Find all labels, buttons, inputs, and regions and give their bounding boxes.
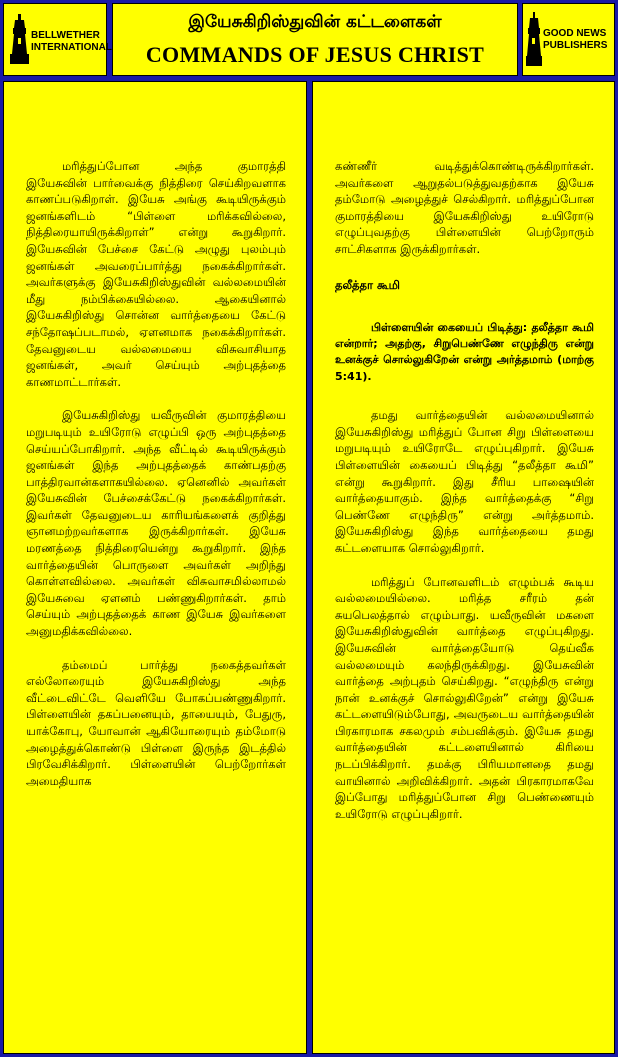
right-continuation-paragraph: கண்ணீர் வடித்துக்கொண்டிருக்கிறார்கள். அவர்களை ஆறுதல்படுத்துவதற்காக இயேசு தம்மோடு அழைத்துச் செல்கிறார். மரித்துப்போன குமாரத்தியை இயேசுகிறிஸ்து உயிரோடு எழுப்புவதற்கு பிள்ளையின் பெற்றோரும் சாட்சிகளாக இருக்கிறார்கள். [335, 159, 594, 256]
left-paragraph-3: தம்மைப் பார்த்து நகைத்தவர்கள் எல்லோரையும் இயேசுகிறிஸ்து அந்த வீட்டைவிட்டே வெளியே போகப்பண்ணுகிறார். பிள்ளையின் தகப்பனையும், தாயையும், பேதுரு, யாக்கோபு, யோவான் ஆகியோரையும் தம்மோடு அழைத்துக்கொண்டு பிள்ளை இருந்த இடத்தில் பிரவேசிக்கிறார். பிள்ளையின் பெற்றோர்கள் அமைதியாக [26, 657, 286, 788]
left-column [3, 81, 307, 1054]
publisher-logo-left [3, 3, 112, 76]
logo-right-line1: GOOD NEWS [543, 28, 607, 39]
left-paragraph-2: இயேசுகிறிஸ்து யவீருவின் குமாரத்தியை மறுபடியும் உயிரோடு எழுப்பி ஒரு அற்புதத்தை செய்யப்போகிறார். அந்த வீட்டில் கூடியிருக்கும் ஜனங்கள் இந்த அற்புதத்தைக் காண்பதற்கு பாத்திரவான்களாகயில்லை. ஏனெனில் அவர்கள் இயேசுவின் பேச்சைக்கேட்டு நகைக்கிறார்கள். இவர்கள் தேவனுடைய காரியங்களைக் குறித்து ஞானமற்றவர்களாக இருக்கிறார்கள். இயேசு மரணத்தை நித்திரையென்று கூறுகிறார். இந்த வார்த்தையின் பொருளை அவர்கள் அறிந்து கொள்ளவில்லை. அவர்கள் விசுவாசமில்லாமல் இயேசுவை ஏளனம் பண்ணுகிறார்கள். தாம் செய்யும் அற்புதத்தைக் காண இயேசு இவர்களை அனுமதிக்கவில்லை. [26, 408, 286, 639]
right-column [312, 81, 615, 1054]
section-heading: தலீத்தா கூமி [335, 277, 400, 292]
title-english: COMMANDS OF JESUS CHRIST [145, 42, 485, 67]
publisher-logo-right [522, 3, 615, 76]
tower-icon [10, 14, 30, 66]
logo-left-line1: BELLWETHER [31, 30, 100, 41]
right-paragraph-1: தமது வார்த்தையின் வல்லமையினால் இயேசுகிறிஸ்து மரித்துப் போன சிறு பிள்ளையை மறுபடியும் உயிரோடே எழுப்புகிறார். இயேசு பிள்ளையின் கையைப் பிடித்து “தலீத்தா கூமி” என்று கூறுகிறார். இது சீரிய பாஷையின் வார்த்தையாகும். இந்த வார்த்தைக்கு “சிறு பெண்ணே எழுந்திரு” என்று அர்த்தமாம். இயேசுகிறிஸ்து இந்த வார்த்தையை தமது கட்டளையாக சொல்லுகிறார். [335, 408, 594, 555]
page-header [112, 3, 518, 76]
logo-left-line2: INTERNATIONAL [31, 42, 112, 53]
tower-icon [526, 12, 542, 68]
title-tamil: இயேசுகிறிஸ்துவின் கட்டளைகள் [188, 12, 442, 32]
left-paragraph-1: மரித்துப்போன அந்த குமாரத்தி இயேசுவின் பார்வைக்கு நித்திரை செய்கிறவளாக காணப்படுகிறாள். இயேசு அங்கு கூடியிருக்கும் ஜனங்களிடம் “பிள்ளை மரிக்கவில்லை, நித்திரையாயிருக்கிறாள்” என்று கூறுகிறார். இயேசுவின் பேச்சை கேட்டு அழுது புலம்பும் ஜனங்கள் அவரைப்பார்த்து நகைக்கிறார்கள். அவர்களுக்கு இயேசுகிறிஸ்துவின் வல்லமையின் மீது நம்பிக்கையில்லை. ஆகையினால் இயேசுகிறிஸ்து சொன்ன வார்த்தையை கேட்டு சந்தோஷப்படாமல், ஏளனமாக நகைக்கிறார்கள். தேவனுடைய வல்லமையை விசுவாசியாத ஜனங்கள், அவர் செய்யும் அற்புதத்தை காணமாட்டார்கள். [26, 159, 286, 389]
scripture-quote: பிள்ளையின் கையைப் பிடித்து: தலீத்தா கூமி என்றார்; அதற்கு, சிறுபெண்ணே எழுந்திரு என்று உனக்குச் சொல்லுகிறேன் என்று அர்த்தமாம் (மாற்கு 5:41). [335, 320, 594, 383]
logo-right-line2: PUBLISHERS [543, 40, 608, 51]
right-paragraph-2: மரித்துப் போனவளிடம் எழும்பக் கூடிய வல்லமையில்லை. மரித்த சரீரம் தன் சுயபெலத்தால் எழும்பாது. யவீருவின் மகளை இயேசுகிறிஸ்துவின் வார்த்தை எழுப்புகிறது. இயேசுவின் வார்த்தையோடு தெய்வீக வல்லமையும் கலந்திருக்கிறது. இயேசுவின் வார்த்தை அற்புதம் செய்கிறது. “எழுந்திரு என்று நான் உனக்குச் சொல்லுகிறேன்” என்று இயேசு கட்டளையிடும்போது, அவருடைய வார்த்தையின் பிரகாரமாக சகலமும் சம்பவிக்கும். இயேசு தமது வார்த்தையின் கட்டளையினால் கிரியை நடப்பிக்கிறார். தமக்கு பிரியமானதை தமது வாயினால் அறிவிக்கிறார். அதன் பிரகாரமாகவே இப்போது மரித்துப்போன சிறு பெண்ணையும் உயிரோடு எழுப்புகிறார். [335, 574, 594, 821]
